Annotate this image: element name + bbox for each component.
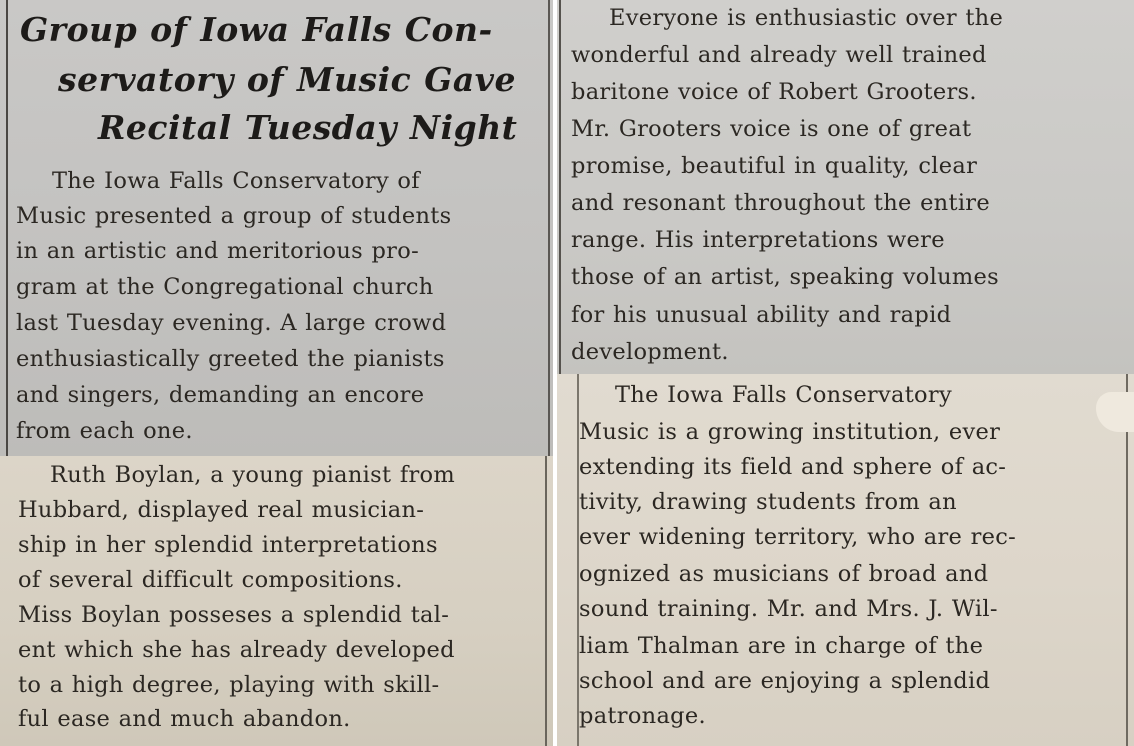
body-line: ever widening territory, who are rec-	[579, 524, 1017, 550]
clipping-conservatory	[557, 374, 1134, 746]
body-line: The Iowa Falls Conservatory of	[52, 168, 420, 194]
body-line: from each one.	[16, 418, 193, 444]
body-line: patronage.	[579, 703, 706, 729]
headline-line: Recital Tuesday Night	[98, 108, 518, 147]
body-line: gram at the Congregational church	[16, 274, 434, 300]
body-line: ent which she has already developed	[18, 637, 455, 663]
torn-corner	[1096, 392, 1134, 432]
column-rule-right	[545, 456, 547, 746]
body-line: of several difficult compositions.	[18, 567, 403, 593]
body-line: development.	[571, 339, 729, 365]
body-line: ship in her splendid interpretations	[18, 532, 438, 558]
body-line: wonderful and already well trained	[571, 42, 987, 68]
body-line: those of an artist, speaking volumes	[571, 264, 999, 290]
body-line: and singers, demanding an encore	[16, 382, 425, 408]
column-rule-left	[6, 0, 8, 456]
body-line: in an artistic and meritorious pro-	[16, 238, 419, 264]
body-line: liam Thalman are in charge of the	[579, 633, 984, 659]
body-line: school and are enjoying a splendid	[579, 668, 991, 694]
body-line: Mr. Grooters voice is one of great	[571, 116, 972, 142]
headline-line: Group of Iowa Falls Con-	[20, 10, 493, 49]
clipping-headline-intro	[0, 0, 553, 456]
body-line: sound training. Mr. and Mrs. J. Wil-	[579, 596, 998, 622]
headline-line: servatory of Music Gave	[58, 60, 516, 99]
body-line: tivity, drawing students from an	[579, 489, 957, 515]
body-line: Hubbard, displayed real musician-	[18, 497, 425, 523]
body-line: for his unusual ability and rapid	[571, 302, 952, 328]
body-line: and resonant throughout the entire	[571, 190, 990, 216]
body-line: enthusiastically greeted the pianists	[16, 346, 445, 372]
body-line: baritone voice of Robert Grooters.	[571, 79, 977, 105]
body-line: Ruth Boylan, a young pianist from	[50, 462, 455, 488]
body-line: ful ease and much abandon.	[18, 706, 351, 732]
body-line: Music presented a group of students	[16, 203, 452, 229]
clipping-robert-grooters	[557, 0, 1134, 374]
body-line: The Iowa Falls Conservatory	[615, 382, 952, 408]
body-line: Miss Boylan posseses a splendid tal-	[18, 602, 450, 628]
body-line: extending its field and sphere of ac-	[579, 454, 1007, 480]
body-line: Everyone is enthusiastic over the	[609, 5, 1004, 31]
clipping-ruth-boylan	[0, 456, 553, 746]
body-line: Music is a growing institution, ever	[579, 419, 1001, 445]
column-rule-right	[548, 0, 550, 456]
body-line: promise, beautiful in quality, clear	[571, 153, 978, 179]
column-rule-left	[559, 0, 561, 374]
body-line: ognized as musicians of broad and	[579, 561, 989, 587]
body-line: to a high degree, playing with skill-	[18, 672, 440, 698]
body-line: range. His interpretations were	[571, 227, 945, 253]
body-line: last Tuesday evening. A large crowd	[16, 310, 447, 336]
